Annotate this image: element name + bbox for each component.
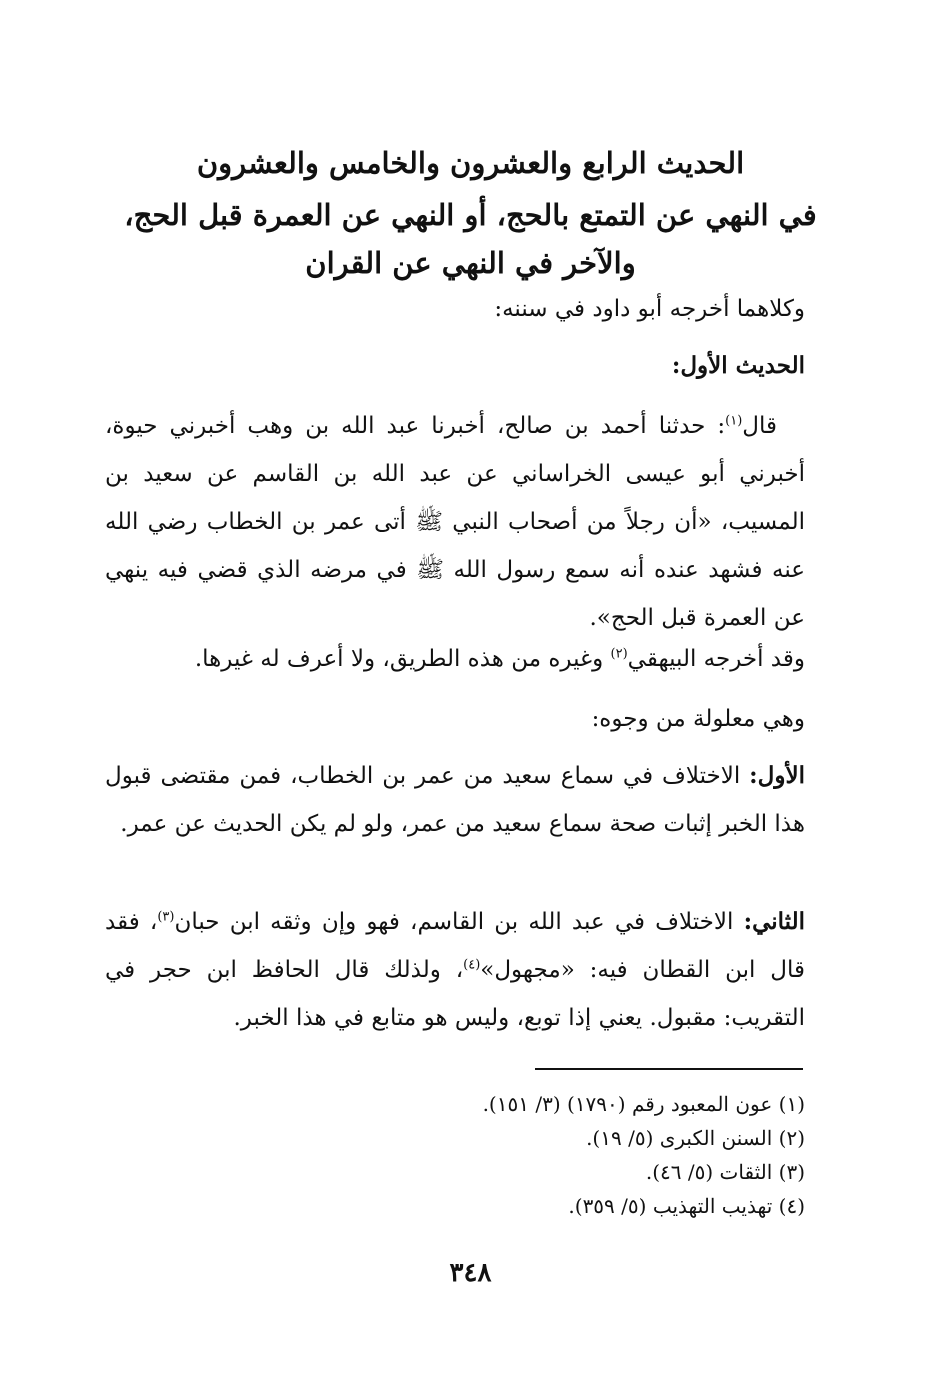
first-reason-label: الأول: (749, 762, 805, 789)
paragraph-first-reason (105, 752, 805, 848)
footnote-1: (١) عون المعبود رقم (١٧٩٠) (٣/ ١٥١). (482, 1092, 805, 1116)
paragraph-body: الاختلاف في عبد الله بن القاسم، فهو وإن وثقه ابن حبان (174, 909, 744, 935)
section-subheading: الحديث الأول: (671, 352, 805, 379)
paragraph-hadith-text (105, 402, 805, 642)
paragraph-body: ، فقد قال ابن القطان فيه: «مجهول» (105, 909, 805, 983)
paragraph-body: الاختلاف في سماع سعيد من عمر بن الخطاب، فمن مقتضى قبول هذا الخبر إثبات صحة سماع سعيد من عمر، ولو لم يكن الحديث عن عمر. (105, 763, 805, 837)
intro-line: وكلاهما أخرجه أبو داود في سننه: (494, 296, 805, 322)
page-number: ٣٤٨ (449, 1258, 492, 1288)
footnote-ref-3: (٣) (157, 909, 175, 925)
footnote-3: (٣) الثقات (٥/ ٤٦). (645, 1160, 805, 1184)
footnote-ref-1: (١) (725, 413, 743, 429)
paragraph-body: ، ولذلك قال الحافظ ابن حجر في التقريب: مقبول. يعني إذا توبع، وليس هو متابع في هذا الخبر. (105, 957, 805, 1031)
chapter-title-line-2: في النهي عن التمتع بالحج، أو النهي عن العمرة قبل الحج، (124, 198, 817, 232)
paragraph-body: : حدثنا أحمد بن صالح، أخبرنا عبد الله بن وهب أخبرني حيوة، أخبرني أبو عيسى الخراساني عن عبد الله بن القاسم عن سعيد بن المسيب، «أن رجلاً من أصحاب النبي ﷺ أتى عمر بن الخطاب رضي الله عنه فشهد عنده أنه سمع رسول الله ﷺ في مرضه الذي قضي فيه ينهي عن العمرة قبل الحج». (105, 413, 805, 631)
chapter-title-line-3: والآخر في النهي عن القران (305, 246, 636, 280)
footnote-ref-4: (٤) (463, 957, 481, 973)
paragraph-takhrij (195, 646, 805, 672)
second-reason-label: الثاني: (743, 908, 806, 935)
paragraph-second-reason (105, 898, 805, 1042)
footnote-ref-2: (٢) (610, 646, 628, 662)
paragraph-illal-intro: وهي معلولة من وجوه: (591, 706, 805, 732)
chapter-title-line-1: الحديث الرابع والعشرون والخامس والعشرون (196, 146, 745, 180)
paragraph-body: وغيره من هذه الطريق، ولا أعرف له غيرها. (194, 646, 611, 672)
paragraph-lead: وقد أخرجه البيهقي (627, 646, 805, 672)
paragraph-lead: قال (742, 413, 777, 439)
footnote-4: (٤) تهذيب التهذيب (٥/ ٣٥٩). (568, 1194, 805, 1218)
footnote-2: (٢) السنن الكبرى (٥/ ١٩). (586, 1126, 805, 1150)
footnote-separator (535, 1068, 803, 1070)
